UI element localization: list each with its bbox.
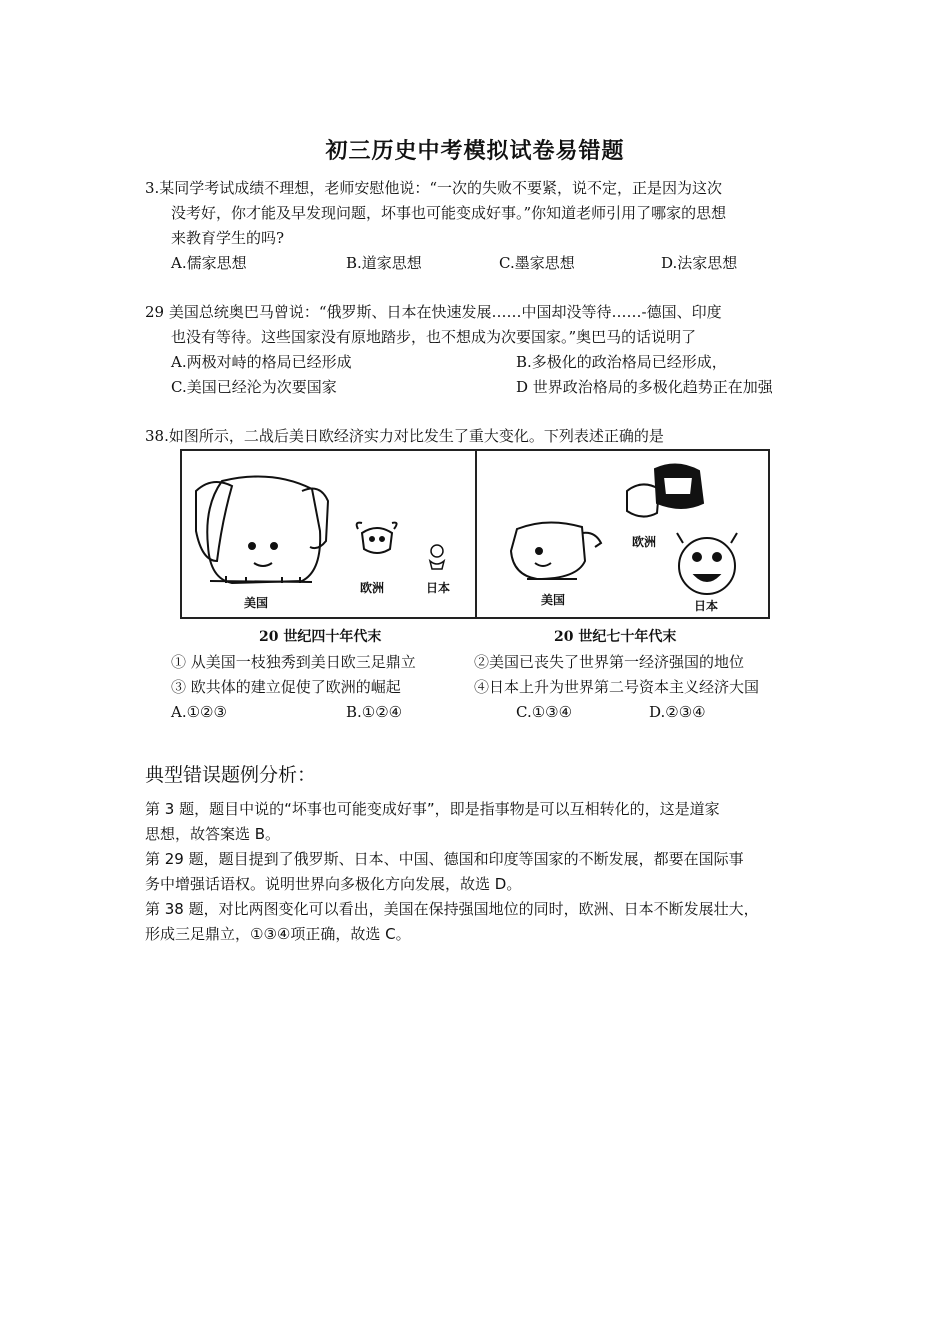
- label-usa-1940s: 美国: [244, 596, 269, 610]
- q29-option-c: C.美国已经沦为次要国家: [171, 378, 337, 396]
- analysis-line-3: 第 29 题，题目提到了俄罗斯、日本、中国、德国和印度等国家的不断发展，都要在国际事: [145, 850, 744, 868]
- q29-line-1: 29 美国总统奥巴马曾说：“俄罗斯、日本在快速发展……中国却没等待……-德国、印度: [145, 303, 722, 321]
- q38-statement-2: ②美国已丧失了世界第一经济强国的地位: [474, 653, 745, 671]
- q29-line-2: 也没有等待。这些国家没有原地踏步，也不想成为次要国家。”奥巴马的话说明了: [171, 328, 697, 346]
- q3-option-d: D.法家思想: [661, 254, 738, 272]
- label-usa-1970s: 美国: [541, 593, 566, 607]
- analysis-line-1: 第 3 题，题目中说的“坏事也可能变成好事”，即是指事物是可以互相转化的，这是道家: [145, 800, 720, 818]
- q38-statement-1: ① 从美国一枝独秀到美日欧三足鼎立: [171, 653, 416, 671]
- label-japan-1940s: 日本: [426, 581, 451, 595]
- q3-line-2: 没考好，你才能及早发现问题，坏事也可能变成好事。”你知道老师引用了哪家的思想: [171, 204, 727, 222]
- q38-stem: 38.如图所示，二战后美日欧经济实力对比发生了重大变化。下列表述正确的是: [145, 427, 664, 445]
- analysis-line-4: 务中增强话语权。说明世界向多极化方向发展，故选 D。: [145, 875, 522, 893]
- q38-option-a: A.①②③: [171, 703, 227, 721]
- analysis-heading: 典型错误题例分析：: [145, 764, 317, 786]
- label-europe-1970s: 欧洲: [632, 535, 657, 549]
- elephant-hippo-tiger-illustration: [477, 451, 768, 617]
- label-europe-1940s: 欧洲: [360, 581, 385, 595]
- comparison-cartoon: [180, 449, 770, 619]
- q38-statement-4: ④日本上升为世界第二号资本主义经济大国: [474, 678, 760, 696]
- cartoon-panel-1970s: [477, 451, 768, 617]
- q29-option-b: B.多极化的政治格局已经形成，: [516, 353, 727, 371]
- q3-option-a: A.儒家思想: [171, 254, 247, 272]
- caption-1940s: 20 世纪四十年代末: [259, 629, 382, 645]
- analysis-line-2: 思想，故答案选 B。: [145, 825, 281, 843]
- q3-option-b: B.道家思想: [346, 254, 422, 272]
- q38-option-c: C.①③④: [516, 703, 573, 721]
- caption-1970s: 20 世纪七十年代末: [554, 629, 677, 645]
- cartoon-panel-1940s: [182, 451, 475, 617]
- q3-line-3: 来教育学生的吗?: [171, 229, 285, 247]
- analysis-line-5: 第 38 题，对比两图变化可以看出，美国在保持强国地位的同时，欧洲、日本不断发展壮大，: [145, 900, 759, 918]
- page-title: 初三历史中考模拟试卷易错题: [325, 138, 625, 164]
- q38-option-b: B.①②④: [346, 703, 403, 721]
- q29-option-a: A.两极对峙的格局已经形成: [171, 353, 352, 371]
- q29-option-d: D 世界政治格局的多极化趋势正在加强: [516, 378, 773, 396]
- q38-option-d: D.②③④: [649, 703, 706, 721]
- q38-statement-3: ③ 欧共体的建立促使了欧洲的崛起: [171, 678, 401, 696]
- q3-option-c: C.墨家思想: [499, 254, 575, 272]
- q3-line-1: 3.某同学考试成绩不理想，老师安慰他说：“一次的失败不要紧，说不定，正是因为这次: [145, 179, 722, 197]
- label-japan-1970s: 日本: [694, 599, 719, 613]
- analysis-line-6: 形成三足鼎立，①③④项正确，故选 C。: [145, 925, 411, 943]
